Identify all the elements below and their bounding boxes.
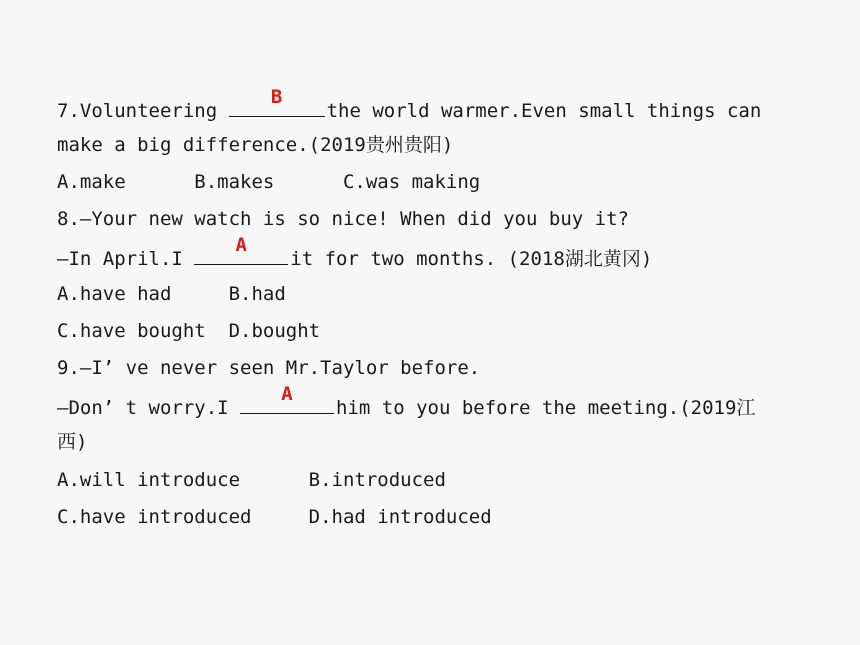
q9-answer-blank (240, 383, 334, 414)
q7-stem-after: the world warmer.Even small things can (326, 100, 762, 122)
q9-answer: A (281, 383, 293, 405)
q8-stem-before: —In April.I (57, 248, 195, 270)
q7-answer-blank (229, 86, 325, 117)
q8-options2: C.have bought D.bought (57, 320, 321, 342)
q7-stem-before: 7.Volunteering (57, 100, 229, 122)
q8-answer: A (235, 234, 248, 256)
q8-stem-after: it for two months. (2018湖北黄冈) (290, 248, 653, 270)
q9-stem-before: —Don’ t worry.I (57, 397, 241, 419)
q8-stem-line (57, 234, 653, 271)
q9-options2: C.have introduced D.had introduced (57, 506, 492, 528)
q7-options: A.make B.makes C.was making (57, 171, 481, 193)
q9-options1: A.will introduce B.introduced (57, 469, 446, 491)
q9-stem-line (57, 383, 756, 420)
q9-line1: 9.—I’ ve never seen Mr.Taylor before. (57, 357, 481, 379)
q8-options1: A.have had B.had (57, 283, 286, 305)
q7-answer: B (270, 86, 283, 108)
q9-stem-after: him to you before the meeting.(2019江 (336, 397, 756, 419)
q8-line1: 8.—Your new watch is so nice! When did you buy it? (57, 208, 629, 230)
q9-line3: 西) (57, 431, 88, 453)
q7-stem-line (57, 86, 762, 123)
q7-stem-line2: make a big difference.(2019贵州贵阳) (57, 134, 454, 156)
q8-answer-blank (194, 234, 288, 265)
